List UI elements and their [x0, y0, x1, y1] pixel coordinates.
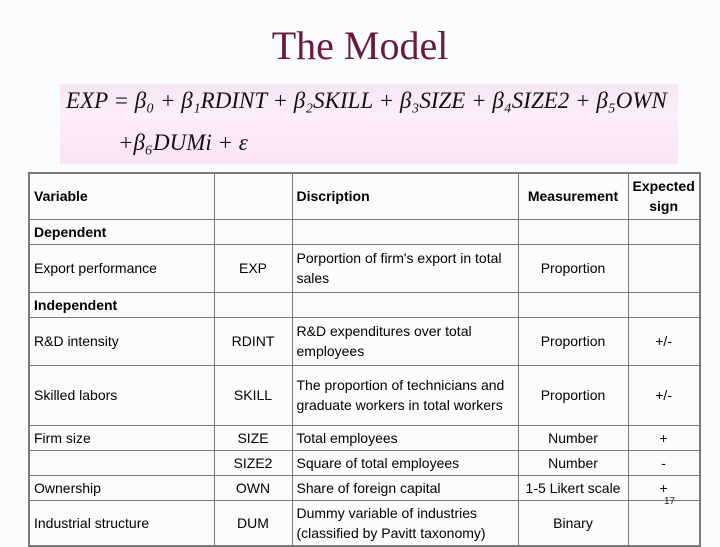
- cell-code: EXP: [214, 244, 292, 292]
- cell-code: RDINT: [214, 317, 292, 365]
- cell-variable: Export performance: [29, 244, 214, 292]
- header-description: Discription: [292, 173, 518, 219]
- section-label: Independent: [29, 292, 214, 317]
- cell-sign: +/-: [628, 317, 700, 365]
- cell-measurement: Number: [518, 425, 628, 450]
- model-equation: [60, 84, 678, 164]
- table-row: [29, 425, 700, 450]
- table-row: [29, 500, 700, 546]
- equation-line-1: EXP = β₀ + β₁RDINT + β₂SKILL + β₃SIZE + β₄SIZE2 + β₅OWN: [66, 88, 667, 113]
- cell-code: SIZE: [214, 425, 292, 450]
- cell-measurement: Proportion: [518, 365, 628, 425]
- cell-sign: +/-: [628, 365, 700, 425]
- section-row-independent: [29, 292, 700, 317]
- variables-table: [28, 172, 701, 547]
- cell-description: Share of foreign capital: [292, 475, 518, 500]
- table-row: [29, 365, 700, 425]
- cell-measurement: Proportion: [518, 244, 628, 292]
- cell-description: Total employees: [292, 425, 518, 450]
- cell-variable: Ownership: [29, 475, 214, 500]
- cell-variable: Firm size: [29, 425, 214, 450]
- cell-measurement: 1-5 Likert scale: [518, 475, 628, 500]
- section-label: Dependent: [29, 219, 214, 244]
- table-row: [29, 475, 700, 500]
- cell-code: DUM: [214, 500, 292, 546]
- header-measurement: Measurement: [518, 173, 628, 219]
- table-row: [29, 244, 700, 292]
- cell-measurement: Binary: [518, 500, 628, 546]
- cell-measurement: Proportion: [518, 317, 628, 365]
- equation-line-2: +β₆DUMi + ε: [118, 130, 248, 155]
- slide-title: The Model: [271, 23, 449, 68]
- cell-description: Dummy variable of industries (classified by Pavitt taxonomy): [292, 500, 518, 546]
- cell-code: SIZE2: [214, 450, 292, 475]
- cell-variable: Skilled labors: [29, 365, 214, 425]
- cell-code: SKILL: [214, 365, 292, 425]
- header-variable: Variable: [29, 173, 214, 219]
- cell-sign: [628, 244, 700, 292]
- cell-description: The proportion of technicians and graduate workers in total workers: [292, 365, 518, 425]
- cell-description: Square of total employees: [292, 450, 518, 475]
- cell-variable: [29, 450, 214, 475]
- table-row: [29, 317, 700, 365]
- table-row: [29, 450, 700, 475]
- table-header-row: [29, 173, 700, 219]
- cell-code: OWN: [214, 475, 292, 500]
- cell-variable: R&D intensity: [29, 317, 214, 365]
- cell-description: R&D expenditures over total employees: [292, 317, 518, 365]
- cell-description: Porportion of firm's export in total sales: [292, 244, 518, 292]
- cell-sign: +: [628, 425, 700, 450]
- cell-variable: Industrial structure: [29, 500, 214, 546]
- header-expected-sign: Expected sign: [628, 173, 700, 219]
- cell-sign: -: [628, 450, 700, 475]
- cell-sign: +: [628, 475, 700, 500]
- header-code: [214, 173, 292, 219]
- section-row-dependent: [29, 219, 700, 244]
- cell-measurement: Number: [518, 450, 628, 475]
- page-number: 17: [664, 496, 676, 507]
